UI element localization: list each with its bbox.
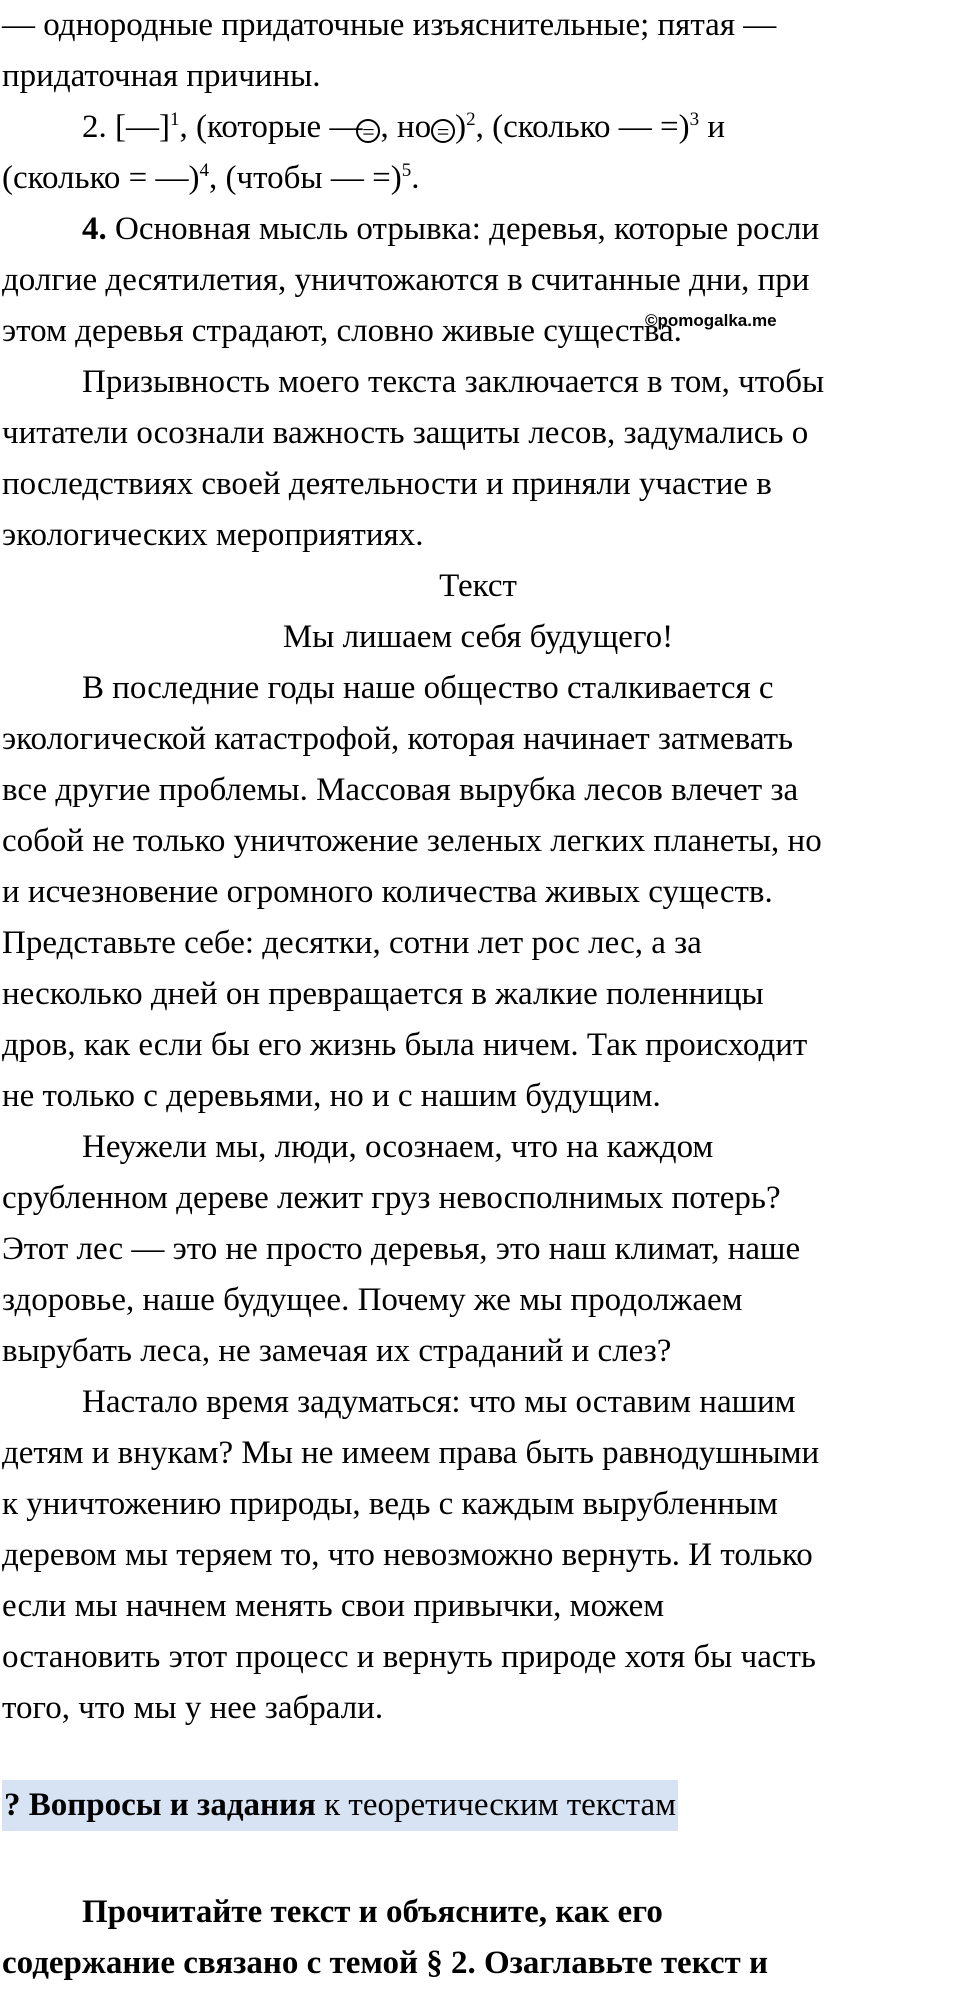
document-page: [2, 0, 954, 1989]
text-line: долгие десятилетия, уничтожаются в считанные дни, при: [2, 262, 810, 298]
text-line: Настало время задуматься: что мы оставим нашим: [82, 1384, 796, 1420]
scheme-line-2: (сколько = —)$^4$, (чтобы — =)$^5$.: [2, 160, 420, 196]
task-line: содержание связано с темой § 2. Озаглавьте текст и: [2, 1945, 769, 1981]
text-line: последствиях своей деятельности и приняли участие в: [2, 466, 772, 502]
text-line: Этот лес — это не просто деревья, это наш климат, наше: [2, 1231, 801, 1267]
text-line: остановить этот процесс и вернуть природе хотя бы часть: [2, 1639, 816, 1675]
text-line: здоровье, наше будущее. Почему же мы продолжаем: [2, 1282, 743, 1318]
text-line: читатели осознали важность защиты лесов, задумались о: [2, 415, 809, 451]
text-line: деревом мы теряем то, что невозможно вернуть. И только: [2, 1537, 813, 1573]
text-line: несколько дней он превращается в жалкие поленницы: [2, 976, 764, 1012]
text-line: экологической катастрофой, которая начинает затмевать: [2, 721, 794, 757]
questions-highlight: ? Вопросы и задания к теоретическим текстам: [2, 1780, 678, 1831]
text-line: все другие проблемы. Массовая вырубка лесов влечет за: [2, 772, 799, 808]
text-line: В последние годы наше общество сталкивается с: [82, 670, 774, 706]
task-line: Прочитайте текст и объясните, как его: [82, 1894, 663, 1930]
text-line: придаточная причины.: [2, 58, 321, 94]
circled-predicate-icon: =: [356, 119, 380, 143]
watermark: ©pomogalka.me: [645, 311, 777, 330]
questions-heading: [2, 1780, 954, 1831]
text-line: детям и внукам? Мы не имеем права быть равнодушными: [2, 1435, 820, 1471]
task-4-line: 4. Основная мысль отрывка: деревья, которые росли: [82, 211, 820, 247]
text-line: Призывность моего текста заключается в том, чтобы: [82, 364, 825, 400]
text-line: дров, как если бы его жизнь была ничем. Так происходит: [2, 1027, 808, 1063]
text-line: срубленном дереве лежит груз невосполнимых потерь?: [2, 1180, 781, 1216]
text-line: Неужели мы, люди, осознаем, что на каждом: [82, 1129, 714, 1165]
text-line: — однородные придаточные изъяснительные; пятая —: [2, 7, 777, 43]
text-line: этом деревья страдают, словно живые существа.: [2, 313, 682, 349]
text-line: собой не только уничтожение зеленых легких планеты, но: [2, 823, 822, 859]
task-number: 4.: [82, 211, 107, 247]
text-title: Мы лишаем себя будущего!: [282, 619, 674, 655]
text-line: Представьте себе: десятки, сотни лет рос лес, а за: [2, 925, 702, 961]
text-line: экологических мероприятиях.: [2, 517, 424, 553]
text-line: к уничтожению природы, ведь с каждым вырубленным: [2, 1486, 778, 1522]
text-line: не только с деревьями, но и с нашим будущим.: [2, 1078, 661, 1114]
text-line: если мы начнем менять свои привычки, можем: [2, 1588, 665, 1624]
text-label: Текст: [439, 568, 517, 604]
text-line: и исчезновение огромного количества живых существ.: [2, 874, 773, 910]
circled-predicate-icon: =: [431, 119, 455, 143]
text-line: того, что мы у нее забрали.: [2, 1690, 384, 1726]
scheme-line-1: 2. [—]$^1$, (которые —= , но = )$^2$, (сколько — =)$^3$ и: [82, 109, 726, 145]
text-line: вырубать леса, не замечая их страданий и слез?: [2, 1333, 672, 1369]
